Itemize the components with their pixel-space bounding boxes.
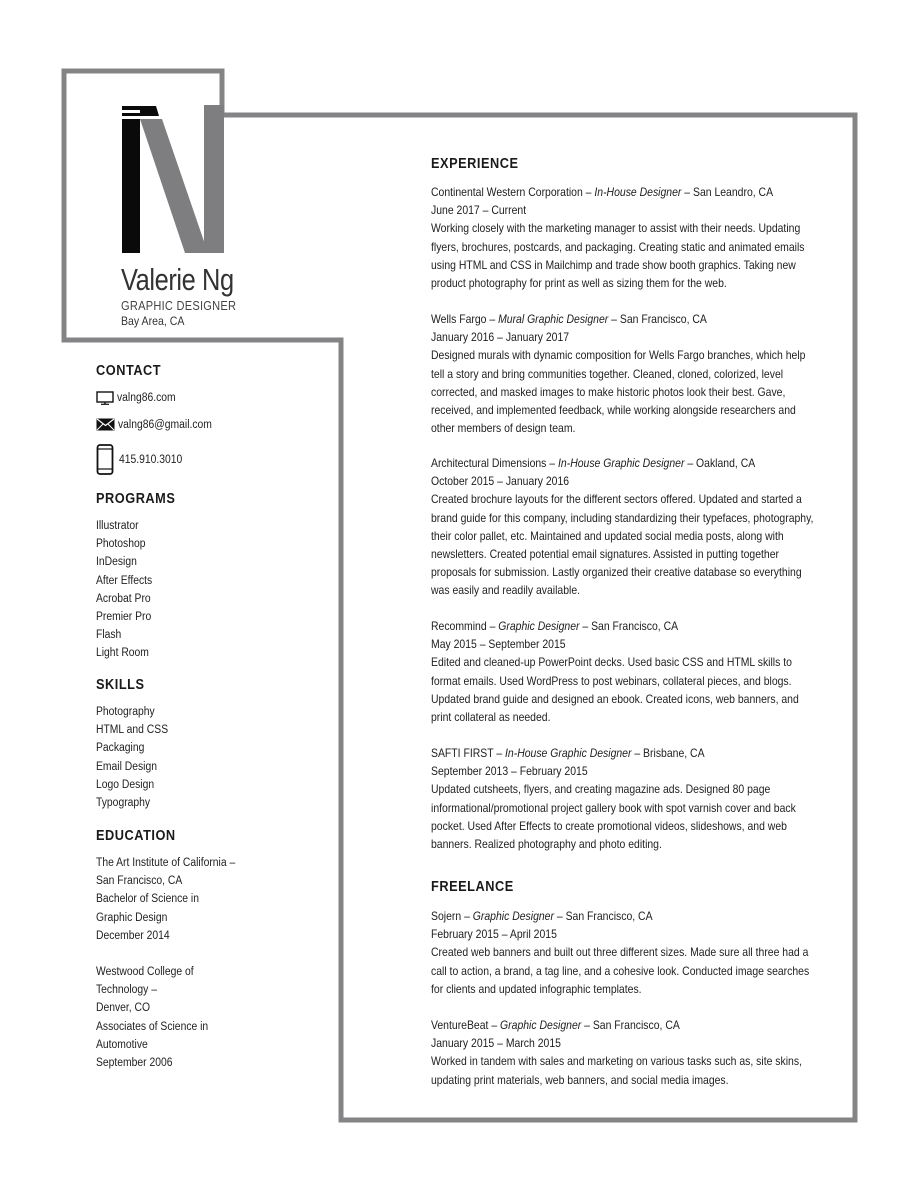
job-company: Continental Western Corporation [431, 186, 583, 199]
job-location: – Brisbane, CA [631, 747, 705, 760]
skills-heading: SKILLS [96, 677, 145, 693]
school-name-cont: Technology – [96, 984, 158, 997]
education-entry [96, 963, 208, 1072]
job-company: Wells Fargo [431, 313, 487, 326]
separator: – [488, 1019, 501, 1032]
job-location: – San Leandro, CA [681, 186, 774, 199]
job-company: Architectural Dimensions [431, 457, 547, 470]
school-location: Denver, CO [96, 1002, 151, 1015]
contact-website[interactable] [96, 391, 182, 405]
list-item: InDesign [96, 556, 137, 569]
email-text: valng86@gmail.com [118, 418, 212, 431]
school-name: Westwood College of [96, 966, 194, 978]
job-description-text: Working closely with the marketing manager to assist with their needs. Updating flyers, brochures, postcards, and packaging. Creating static and animated emails using HTML and CSS in Mailchimp and trade show booth graphics. Taking new product photography for print as well as sizing them for the web. [431, 222, 805, 291]
job-location: – San Francisco, CA [579, 620, 679, 633]
job-description [431, 654, 799, 727]
job-header [431, 184, 782, 202]
separator: – [486, 620, 499, 633]
list-item: Premier Pro [96, 611, 152, 624]
job-role: Graphic Designer [498, 620, 580, 633]
job-header [431, 745, 782, 763]
job-entry [431, 184, 821, 293]
job-role: Graphic Designer [472, 910, 554, 923]
list-item: Typography [96, 797, 151, 810]
job-description-text: Created web banners and built out three different sizes. Made sure all three had a call to action, a brand, a tag line, and a cohesive look. Conducted image searches for clients and updated infographic templates. [431, 946, 810, 996]
list-item: Flash [96, 629, 122, 642]
job-dates: May 2015 – September 2015 [431, 638, 566, 652]
job-company: Sojern [431, 910, 462, 923]
phone-icon [96, 444, 114, 475]
job-description [431, 220, 805, 293]
separator: – [486, 313, 499, 326]
job-entry [431, 745, 821, 854]
list-item: Photography [96, 706, 155, 718]
school-location: San Francisco, CA [96, 875, 183, 888]
job-description-text: Designed murals with dynamic composition for Wells Fargo branches, which help tell a story and bring communities together. Cleaned, cloned, colorized, level corrected, and masked images to make historic photos look their best. Gave, received, and implemented feedback, while working alongside researchers and other members of design team. [431, 349, 806, 436]
job-description [431, 781, 796, 854]
job-header [431, 618, 782, 636]
job-dates: September 2013 – February 2015 [431, 765, 588, 779]
job-location: – San Francisco, CA [608, 313, 707, 326]
job-dates: January 2016 – January 2017 [431, 331, 570, 345]
freelance-heading: FREELANCE [431, 879, 514, 895]
job-header [431, 908, 782, 926]
job-location: – Oakland, CA [684, 457, 756, 470]
separator: – [582, 186, 595, 199]
list-item: Email Design [96, 760, 157, 773]
job-role: In-House Graphic Designer [505, 747, 632, 760]
job-entry [431, 1017, 821, 1090]
job-company: SAFTI FIRST [431, 747, 494, 760]
candidate-title: GRAPHIC DESIGNER [121, 298, 237, 313]
degree-field: Automotive [96, 1038, 148, 1051]
graduation-date: December 2014 [96, 929, 170, 942]
list-item: Illustrator [96, 520, 139, 532]
skills-list [96, 703, 176, 812]
degree: Bachelor of Science in [96, 893, 199, 906]
job-entry [431, 618, 821, 727]
degree-field: Graphic Design [96, 911, 168, 924]
job-role: Mural Graphic Designer [498, 313, 609, 326]
education-heading: EDUCATION [96, 828, 176, 844]
envelope-icon [96, 418, 115, 431]
programs-heading: PROGRAMS [96, 491, 176, 507]
job-entry [431, 908, 821, 999]
job-description [431, 491, 814, 600]
job-dates: January 2015 – March 2015 [431, 1037, 561, 1051]
list-item: Logo Design [96, 778, 155, 791]
job-description-text: Edited and cleaned-up PowerPoint decks. Used basic CSS and HTML skills to format emails. Used WordPress to post webinars, collateral pieces, and blogs. Updated brand guide and designed an ebook. Created icons, web banners, and print collateral as needed. [431, 656, 799, 725]
job-header [431, 311, 782, 329]
phone-text: 415.910.3010 [119, 453, 183, 466]
school-name: The Art Institute of California – [96, 857, 236, 869]
experience-heading: EXPERIENCE [431, 156, 519, 172]
job-description [431, 1053, 802, 1089]
job-role: Graphic Designer [500, 1019, 582, 1032]
list-item: After Effects [96, 574, 153, 587]
job-dates: June 2017 – Current [431, 204, 527, 218]
contact-phone[interactable] [96, 444, 189, 475]
monitor-icon [96, 391, 114, 405]
job-location: – San Francisco, CA [581, 1019, 680, 1032]
job-header [431, 1017, 782, 1035]
job-dates: October 2015 – January 2016 [431, 475, 570, 489]
job-role: In-House Graphic Designer [558, 457, 685, 470]
list-item: Acrobat Pro [96, 592, 151, 605]
job-description-text: Worked in tandem with sales and marketing on various tasks such as, site skins, updating print materials, web banners, and social media images. [431, 1055, 802, 1087]
candidate-location: Bay Area, CA [121, 314, 185, 328]
education-entry [96, 854, 235, 945]
list-item: HTML and CSS [96, 724, 169, 737]
website-text: valng86.com [117, 392, 176, 404]
job-company: Recommind [431, 620, 487, 633]
monogram-logo [118, 100, 228, 260]
separator: – [546, 457, 559, 470]
job-description [431, 944, 810, 999]
list-item: Packaging [96, 742, 145, 755]
job-location: – San Francisco, CA [553, 910, 653, 923]
contact-heading: CONTACT [96, 363, 162, 379]
job-description-text: Created brochure layouts for the different sectors offered. Updated and started a brand guide for this company, including standardizing their typefaces, photography, their color pallet, etc. Maintained and updated social media posts, along with newsletters. Created potential email signatures. Assisted in putting together proposals for submission. Lastly organized their creative database so everything was easily and readily available. [431, 493, 814, 598]
separator: – [493, 747, 506, 760]
degree: Associates of Science in [96, 1020, 209, 1033]
job-company: VentureBeat [431, 1019, 489, 1032]
job-description [431, 347, 806, 438]
graduation-date: September 2006 [96, 1057, 173, 1070]
candidate-name: Valerie Ng [121, 262, 234, 297]
programs-list [96, 517, 158, 663]
separator: – [461, 910, 473, 923]
job-entry [431, 455, 821, 601]
job-dates: February 2015 – April 2015 [431, 928, 557, 942]
job-role: In-House Designer [594, 186, 682, 199]
job-entry [431, 311, 821, 438]
contact-email[interactable] [96, 418, 222, 431]
job-description-text: Updated cutsheets, flyers, and creating magazine ads. Designed 80 page informational/promotional project gallery book with spot varnish cover and back pocket. Used After Effects to create promotional videos, slideshows, and web banners. Realized photography and photo editing. [431, 783, 796, 852]
list-item: Photoshop [96, 538, 146, 551]
job-header [431, 455, 782, 473]
list-item: Light Room [96, 647, 149, 660]
